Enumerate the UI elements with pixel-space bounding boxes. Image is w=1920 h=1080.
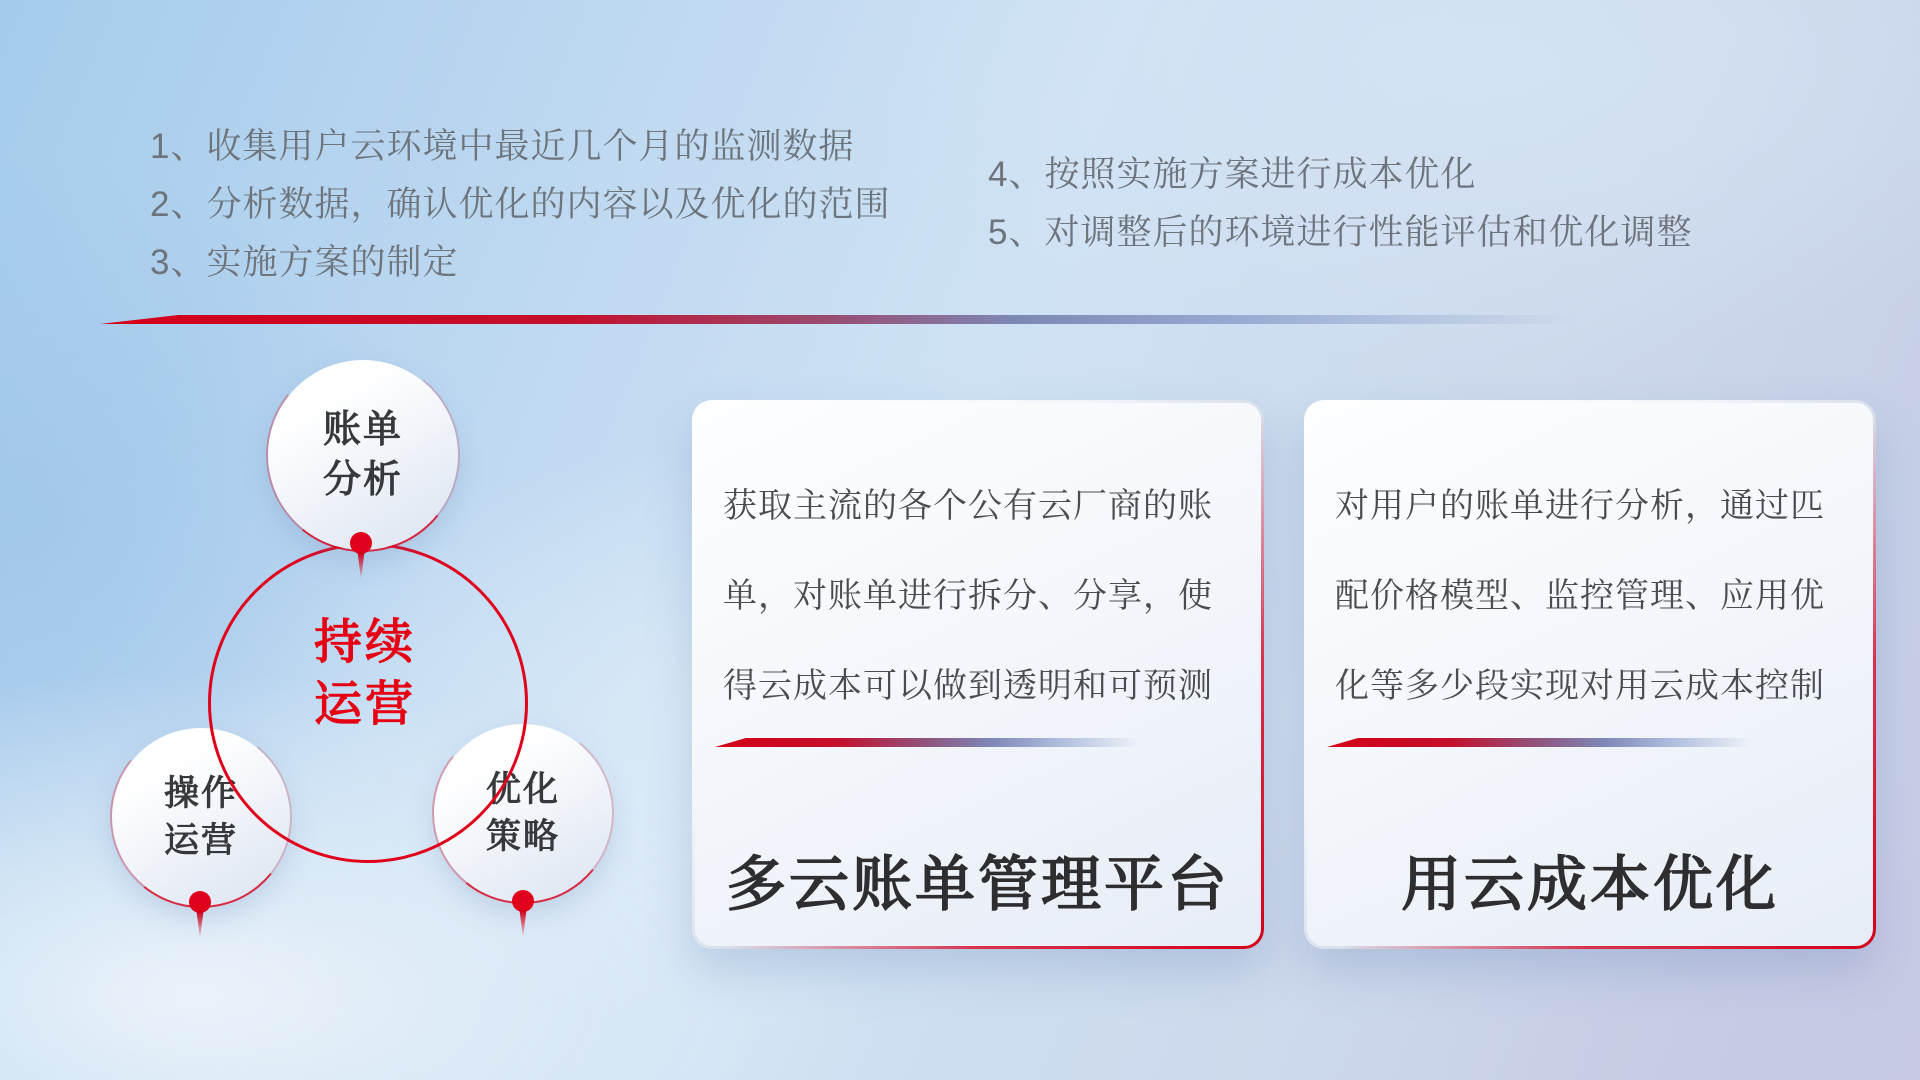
- pin-marker-right: [512, 890, 534, 912]
- card-multicloud-billing-title: 多云账单管理平台: [726, 851, 1230, 918]
- node-bill-analysis-line1: 账单: [322, 409, 403, 451]
- card-multicloud-billing-body: [723, 461, 1228, 731]
- steps-list-left: [150, 118, 890, 292]
- step-item-1: 1、收集用户云环境中最近几个月的监测数据: [150, 127, 855, 166]
- step-item-2: 2、分析数据，确认优化的内容以及优化的范围: [150, 185, 891, 224]
- node-optimization-strategy-line2: 策略: [485, 817, 560, 856]
- cycle-center-label: [230, 612, 500, 736]
- card-body-line: 单，对账单进行拆分、分享，使: [723, 577, 1213, 615]
- node-operation-line2: 运营: [163, 821, 238, 860]
- card-body-line: 配价格模型、监控管理、应用优: [1335, 577, 1825, 615]
- steps-list-right: [988, 146, 1692, 262]
- card-divider-line: [715, 738, 1157, 747]
- pin-marker-left: [189, 891, 211, 913]
- step-item-5: 5、对调整后的环境进行性能评估和优化调整: [988, 213, 1693, 252]
- card-cost-optimization: [1304, 400, 1876, 949]
- card-cost-optimization-body: [1335, 461, 1840, 731]
- cycle-center-line2: 运营: [313, 678, 416, 731]
- step-item-3: 3、实施方案的制定: [150, 243, 459, 282]
- card-body-line: 对用户的账单进行分析，通过匹: [1335, 487, 1825, 525]
- pin-marker-top: [350, 532, 372, 554]
- node-bill-analysis-line2: 分析: [322, 459, 403, 501]
- card-body-line: 获取主流的各个公有云厂商的账: [723, 487, 1213, 525]
- node-operation-line1: 操作: [163, 774, 238, 813]
- card-divider-line: [1327, 738, 1769, 747]
- step-item-4: 4、按照实施方案进行成本优化: [988, 155, 1477, 194]
- card-multicloud-billing: [692, 400, 1264, 949]
- node-bill-analysis: [268, 360, 458, 550]
- card-cost-optimization-title: 用云成本优化: [1401, 851, 1779, 918]
- card-body-line: 得云成本可以做到透明和可预测: [723, 667, 1213, 705]
- card-body-line: 化等多少段实现对用云成本控制: [1335, 667, 1825, 705]
- node-optimization-strategy-line1: 优化: [485, 770, 560, 809]
- gradient-divider-line: [100, 315, 1670, 324]
- cycle-center-line1: 持续: [313, 616, 416, 669]
